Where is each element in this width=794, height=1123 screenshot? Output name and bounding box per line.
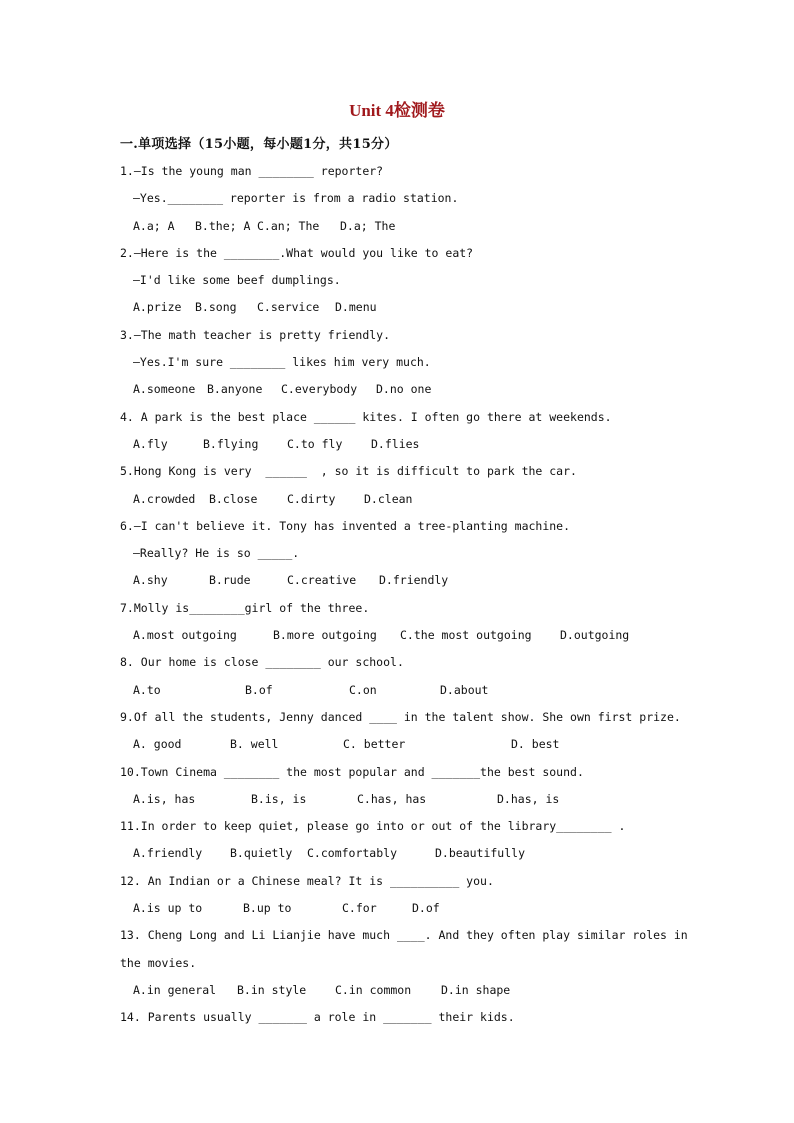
question-text: 5.Hong Kong is very ______ , so it is difficult to park the car.	[120, 464, 577, 479]
answer-option[interactable]: C.everybody	[281, 382, 358, 397]
answer-option[interactable]: B.in style	[237, 982, 307, 997]
answer-option[interactable]: B.flying	[203, 436, 259, 451]
answer-option[interactable]: A.is up to	[133, 901, 203, 916]
question-text: —I'd like some beef dumplings.	[133, 273, 341, 288]
answer-option[interactable]: A.friendly	[133, 846, 203, 861]
answer-option[interactable]: B.up to	[243, 901, 292, 916]
answer-option[interactable]: D.has, is	[497, 791, 560, 806]
answer-option[interactable]: A.in general	[133, 982, 217, 997]
answer-option[interactable]: A. good	[133, 737, 182, 752]
answer-option[interactable]: A.fly	[133, 436, 168, 451]
answer-option[interactable]: B.close	[209, 491, 258, 506]
page-title: Unit 4检测卷	[349, 101, 445, 120]
question-text: 9.Of all the students, Jenny danced ____ in the talent show. She own first prize.	[120, 709, 681, 724]
option-row	[120, 786, 700, 813]
answer-option[interactable]: A.most outgoing	[133, 628, 237, 643]
answer-option[interactable]: D.menu	[335, 300, 377, 315]
answer-option[interactable]: C.creative	[287, 573, 357, 588]
answer-option[interactable]: D.of	[412, 901, 440, 916]
answer-option[interactable]: B.anyone	[207, 382, 263, 397]
answer-option[interactable]: B.more outgoing	[273, 628, 377, 643]
option-row	[120, 567, 700, 594]
answer-option[interactable]: A.someone	[133, 382, 196, 397]
question-text: 14. Parents usually _______ a role in _______ their kids.	[120, 1010, 515, 1025]
question-text: 1.—Is the young man ________ reporter?	[120, 164, 384, 178]
answer-option[interactable]: D.friendly	[379, 573, 449, 588]
question-text: 4. A park is the best place ______ kites. I often go there at weekends.	[120, 409, 612, 424]
question-text: 8. Our home is close ________ our school.	[120, 655, 404, 670]
answer-option[interactable]: B.is, is	[251, 791, 307, 806]
answer-option[interactable]: C.comfortably	[307, 846, 398, 861]
option-row	[120, 895, 700, 922]
answer-option[interactable]: C.the most outgoing	[400, 628, 532, 643]
answer-option[interactable]: A.shy	[133, 573, 168, 588]
question-text: the movies.	[120, 955, 197, 970]
question-text: 6.—I can't believe it. Tony has invented a tree-planting machine.	[120, 518, 571, 533]
question-list	[120, 158, 700, 1032]
answer-option[interactable]: C.dirty	[287, 491, 336, 506]
answer-option[interactable]: C.for	[342, 901, 377, 916]
option-row	[120, 840, 700, 867]
answer-option[interactable]: C. better	[343, 737, 406, 752]
answer-option[interactable]: B. well	[230, 737, 279, 752]
answer-option[interactable]: A.is, has	[133, 791, 196, 806]
question-text: 3.—The math teacher is pretty friendly.	[120, 327, 391, 342]
answer-option[interactable]: B.the; A	[195, 218, 251, 233]
question-text: 11.In order to keep quiet, please go into or out of the library________ .	[120, 819, 626, 834]
answer-option[interactable]: D. best	[511, 737, 560, 752]
question-text: —Yes.________ reporter is from a radio station.	[133, 191, 459, 206]
answer-option[interactable]: D.no one	[376, 382, 432, 397]
answer-option[interactable]: C.an; The	[257, 218, 320, 233]
answer-option[interactable]: B.song	[195, 300, 237, 315]
answer-option[interactable]: A.prize	[133, 300, 182, 315]
option-row	[120, 677, 700, 704]
answer-option[interactable]: C.has, has	[357, 791, 427, 806]
option-row	[120, 213, 700, 240]
option-row	[120, 431, 700, 458]
question-text: 12. An Indian or a Chinese meal? It is __________ you.	[120, 873, 494, 888]
answer-option[interactable]: B.rude	[209, 573, 251, 588]
question-text: —Yes.I'm sure ________ likes him very much.	[133, 355, 431, 370]
option-row	[120, 294, 700, 321]
answer-option[interactable]: C.to fly	[287, 436, 343, 451]
option-row	[120, 977, 700, 1004]
option-row	[120, 622, 700, 649]
answer-option[interactable]: B.quietly	[230, 846, 293, 861]
answer-option[interactable]: D.clean	[364, 491, 413, 506]
answer-option[interactable]: C.service	[257, 300, 320, 315]
answer-option[interactable]: D.about	[440, 682, 489, 697]
answer-option[interactable]: A.crowded	[133, 491, 196, 506]
answer-option[interactable]: A.a; A	[133, 218, 175, 233]
question-text: 7.Molly is________girl of the three.	[120, 600, 370, 615]
section-heading: 一.单项选择（15小题，每小题1分，共15分）	[120, 137, 398, 152]
question-text: —Really? He is so _____.	[133, 546, 300, 561]
answer-option[interactable]: D.flies	[371, 436, 420, 451]
answer-option[interactable]: D.beautifully	[435, 846, 526, 861]
question-text: 10.Town Cinema ________ the most popular and _______the best sound.	[120, 764, 584, 779]
answer-option[interactable]: D.outgoing	[560, 628, 630, 643]
answer-option[interactable]: C.on	[349, 682, 377, 697]
answer-option[interactable]: D.in shape	[441, 982, 511, 997]
answer-option[interactable]: B.of	[245, 682, 273, 697]
answer-option[interactable]: D.a; The	[340, 218, 396, 233]
option-row	[120, 731, 700, 758]
answer-option[interactable]: C.in common	[335, 982, 412, 997]
question-text: 2.—Here is the ________.What would you like to eat?	[120, 245, 474, 260]
option-row	[120, 376, 700, 403]
answer-option[interactable]: A.to	[133, 682, 161, 697]
question-text: 13. Cheng Long and Li Lianjie have much ____. And they often play similar roles in	[120, 928, 688, 943]
option-row	[120, 486, 700, 513]
